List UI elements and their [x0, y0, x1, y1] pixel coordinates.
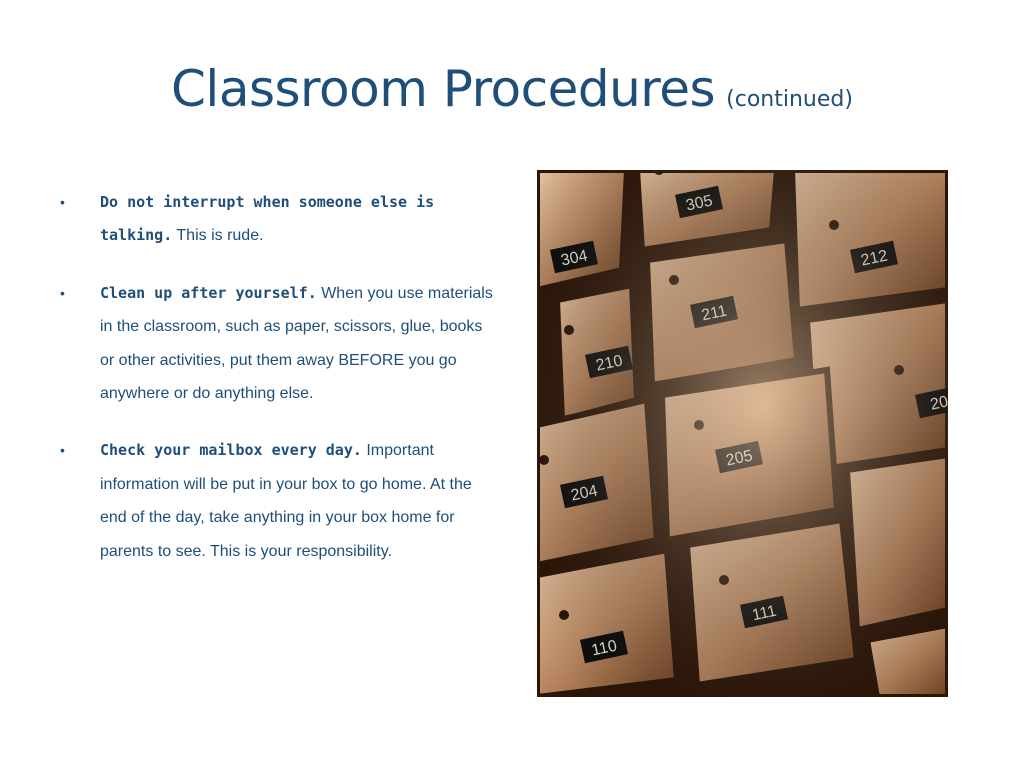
- bullet-item: [60, 186, 500, 253]
- mailbox-illustration: [537, 170, 948, 697]
- bullet-heading: Do not interrupt when someone else is talking.: [100, 193, 435, 245]
- slide-title: [0, 60, 1024, 118]
- title-subtitle: (continued): [726, 87, 853, 112]
- bullet-heading: Check your mailbox every day.: [100, 441, 362, 460]
- title-text: Classroom Procedures: [171, 60, 716, 118]
- bullet-dot-icon: •: [60, 194, 65, 210]
- bullet-text: When you use materials in the classroom, such as paper, scissors, glue, books or other activities, put them away BEFORE you go anywhere or do anything else.: [100, 284, 493, 403]
- bullet-item: [60, 434, 500, 568]
- bullet-list: [60, 186, 500, 592]
- bullet-heading: Clean up after yourself.: [100, 283, 317, 302]
- bullet-dot-icon: •: [60, 442, 65, 459]
- bullet-text: This is rude.: [172, 227, 264, 245]
- bullet-dot-icon: •: [60, 284, 65, 301]
- bullet-item: [60, 277, 500, 411]
- mailbox-photo: [537, 170, 948, 697]
- bullet-text: Important information will be put in your box to go home. At the end of the day, take anything in your box home for parents to see. This is your responsibility.: [100, 442, 472, 560]
